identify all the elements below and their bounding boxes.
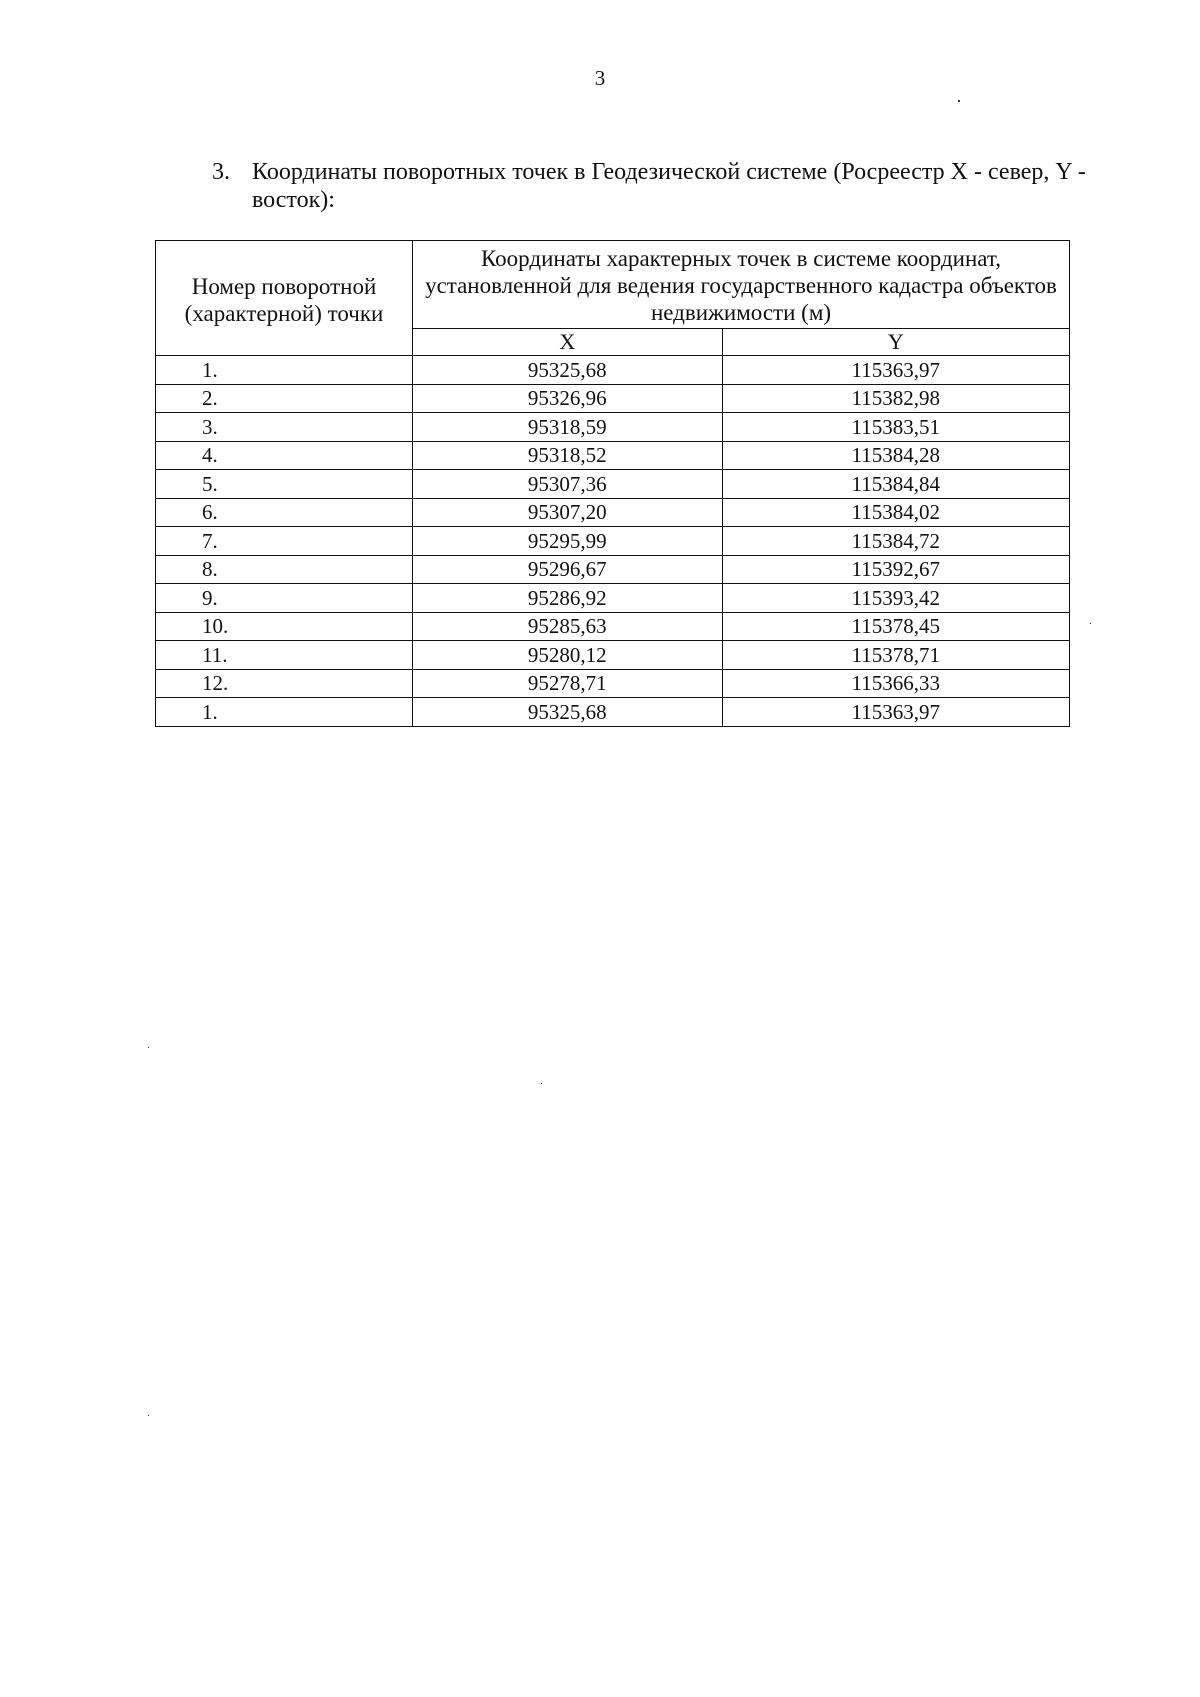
scan-speck — [148, 1415, 149, 1416]
point-number-cell: 7. — [156, 527, 413, 556]
x-coordinate-cell: 95285,63 — [413, 612, 723, 641]
section-title: Координаты поворотных точек в Геодезической системе (Росреестр X - север, Y - восток): — [252, 159, 1086, 213]
table-row — [156, 641, 1070, 670]
x-coordinate-cell: 95325,68 — [413, 356, 723, 385]
y-coordinate-cell: 115366,33 — [722, 669, 1069, 698]
section-number: 3. — [212, 159, 230, 185]
x-coordinate-cell: 95325,68 — [413, 698, 723, 727]
table-row — [156, 555, 1070, 584]
x-coordinate-cell: 95296,67 — [413, 555, 723, 584]
table-row — [156, 470, 1070, 499]
coordinates-header: Координаты характерных точек в системе координат, установленной для ведения государственного кадастра объектов недвижимости (м) — [413, 241, 1070, 329]
x-coordinate-cell: 95318,52 — [413, 441, 723, 470]
page-number: 3 — [594, 66, 606, 90]
y-coordinate-cell: 115383,51 — [722, 413, 1069, 442]
table-header-row — [156, 241, 1070, 329]
table-row — [156, 384, 1070, 413]
y-coordinate-cell: 115384,28 — [722, 441, 1069, 470]
point-number-cell: 8. — [156, 555, 413, 584]
point-number-cell: 2. — [156, 384, 413, 413]
table-row — [156, 612, 1070, 641]
y-coordinate-cell: 115378,45 — [722, 612, 1069, 641]
y-coordinate-cell: 115384,02 — [722, 498, 1069, 527]
point-number-cell: 9. — [156, 584, 413, 613]
point-number-cell: 5. — [156, 470, 413, 499]
scan-speck — [541, 1083, 542, 1084]
table-row — [156, 498, 1070, 527]
y-coordinate-cell: 115363,97 — [722, 698, 1069, 727]
x-coordinate-cell: 95295,99 — [413, 527, 723, 556]
table-row — [156, 441, 1070, 470]
point-number-cell: 4. — [156, 441, 413, 470]
table-row — [156, 527, 1070, 556]
x-coordinate-cell: 95326,96 — [413, 384, 723, 413]
point-number-cell: 12. — [156, 669, 413, 698]
scan-speck — [148, 1047, 149, 1048]
y-column-header: Y — [722, 329, 1069, 356]
y-coordinate-cell: 115378,71 — [722, 641, 1069, 670]
x-coordinate-cell: 95307,20 — [413, 498, 723, 527]
point-number-cell: 10. — [156, 612, 413, 641]
table-row — [156, 584, 1070, 613]
point-number-cell: 3. — [156, 413, 413, 442]
x-column-header: X — [413, 329, 723, 356]
point-number-cell: 1. — [156, 356, 413, 385]
x-coordinate-cell: 95278,71 — [413, 669, 723, 698]
table-row — [156, 669, 1070, 698]
point-number-cell: 1. — [156, 698, 413, 727]
point-number-cell: 11. — [156, 641, 413, 670]
y-coordinate-cell: 115382,98 — [722, 384, 1069, 413]
y-coordinate-cell: 115384,84 — [722, 470, 1069, 499]
y-coordinate-cell: 115363,97 — [722, 356, 1069, 385]
point-number-header — [156, 241, 413, 356]
x-coordinate-cell: 95307,36 — [413, 470, 723, 499]
table-row — [156, 356, 1070, 385]
table-row — [156, 698, 1070, 727]
coordinates-table-body — [156, 356, 1070, 727]
point-number-header-label: Номер поворотной (характерной) точки — [184, 274, 384, 326]
scan-speck — [958, 100, 960, 102]
x-coordinate-cell: 95286,92 — [413, 584, 723, 613]
coordinates-table — [155, 240, 1070, 727]
table-row — [156, 413, 1070, 442]
y-coordinate-cell: 115384,72 — [722, 527, 1069, 556]
x-coordinate-cell: 95318,59 — [413, 413, 723, 442]
scan-speck — [1090, 623, 1091, 624]
point-number-cell: 6. — [156, 498, 413, 527]
y-coordinate-cell: 115392,67 — [722, 555, 1069, 584]
x-coordinate-cell: 95280,12 — [413, 641, 723, 670]
y-coordinate-cell: 115393,42 — [722, 584, 1069, 613]
section-heading — [212, 158, 1112, 214]
